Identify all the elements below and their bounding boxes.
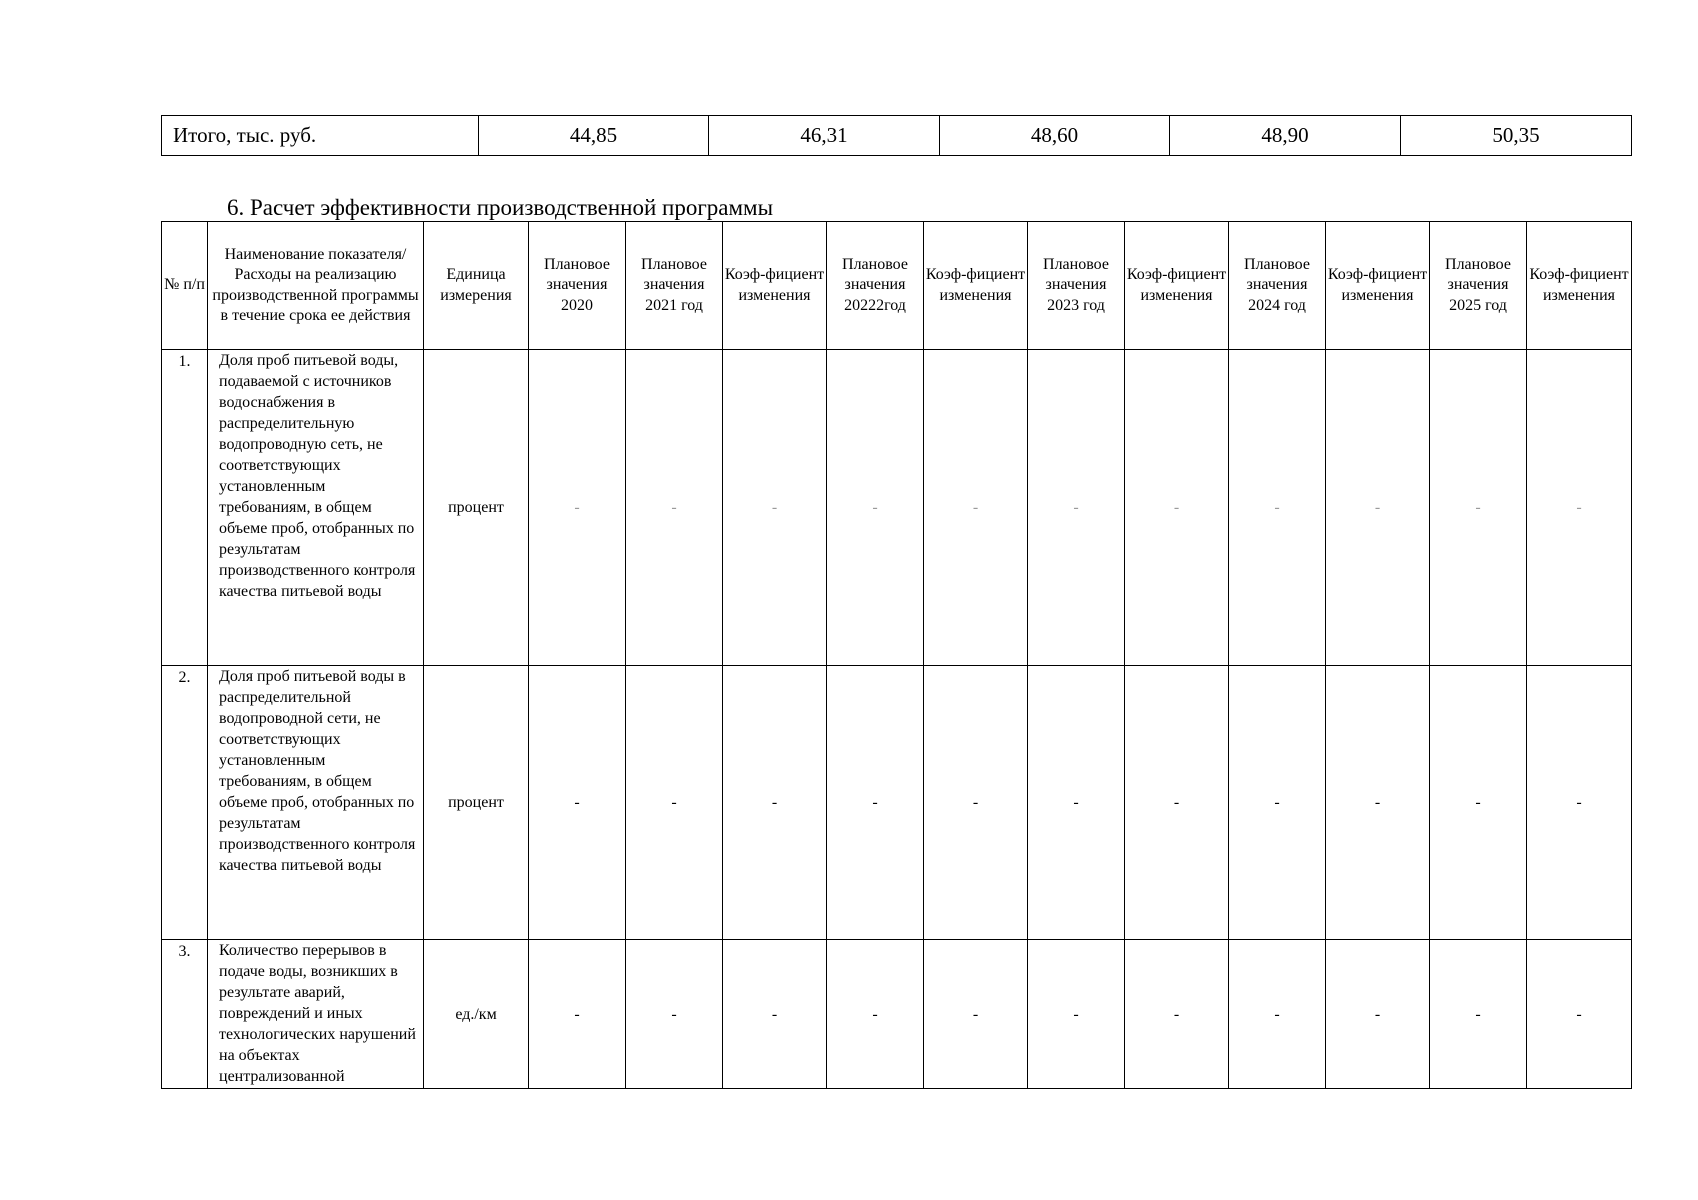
value-cell: -	[529, 940, 626, 1089]
value-cell: -	[1125, 666, 1229, 940]
value-cell: -	[1125, 350, 1229, 666]
value-cell: -	[827, 940, 924, 1089]
header-cell-plan-2021: Плановое значения 2021 год	[626, 222, 723, 350]
header-cell-plan-2022: Плановое значения 20222год	[827, 222, 924, 350]
header-cell-plan-2025: Плановое значения 2025 год	[1430, 222, 1527, 350]
value-cell: -	[529, 350, 626, 666]
unit-cell: ед./км	[424, 940, 529, 1089]
row-number: 2.	[162, 666, 208, 940]
value-cell: -	[827, 350, 924, 666]
value-cell: -	[1326, 350, 1430, 666]
header-cell-coef: Коэф-фициент изменения	[924, 222, 1028, 350]
value-cell: -	[1125, 940, 1229, 1089]
header-cell-coef: Коэф-фициент изменения	[1326, 222, 1430, 350]
header-cell-coef: Коэф-фициент изменения	[1125, 222, 1229, 350]
indicator-name: Доля проб питьевой воды, подаваемой с источников водоснабжения в распределительную водопроводную сеть, не соответствующих установленным требованиям, в общем объеме проб, отобранных по результатам производственного контроля качества питьевой воды	[208, 350, 424, 666]
totals-label: Итого, тыс. руб.	[162, 116, 479, 156]
row-number: 3.	[162, 940, 208, 1089]
totals-table	[161, 115, 1632, 156]
value-cell: -	[1430, 940, 1527, 1089]
table-row	[162, 350, 1632, 666]
section-heading: 6. Расчет эффективности производственной программы	[227, 195, 774, 220]
table-row	[162, 940, 1632, 1089]
value-cell: -	[1028, 666, 1125, 940]
value-cell: -	[723, 666, 827, 940]
indicator-name: Доля проб питьевой воды в распределительной водопроводной сети, не соответствующих установленным требованиям, в общем объеме проб, отобранных по результатам производственного контроля качества питьевой воды	[208, 666, 424, 940]
value-cell: -	[529, 666, 626, 940]
unit-cell: процент	[424, 666, 529, 940]
value-cell: -	[723, 350, 827, 666]
value-cell: -	[1028, 350, 1125, 666]
header-cell-name: Наименование показателя/Расходы на реализацию производственной программы в течение срока ее действия	[208, 222, 424, 350]
unit-cell: процент	[424, 350, 529, 666]
value-cell: -	[924, 350, 1028, 666]
value-cell: -	[1430, 666, 1527, 940]
totals-value: 50,35	[1401, 116, 1632, 156]
header-cell-unit: Единица измерения	[424, 222, 529, 350]
totals-value: 44,85	[479, 116, 709, 156]
header-cell-plan-2024: Плановое значения 2024 год	[1229, 222, 1326, 350]
value-cell: -	[1028, 940, 1125, 1089]
value-cell: -	[1527, 666, 1632, 940]
header-cell-coef: Коэф-фициент изменения	[1527, 222, 1632, 350]
indicator-name	[208, 940, 424, 1089]
value-cell: -	[924, 666, 1028, 940]
value-cell: -	[723, 940, 827, 1089]
value-cell: -	[827, 666, 924, 940]
header-cell-coef: Коэф-фициент изменения	[723, 222, 827, 350]
header-cell-plan-2023: Плановое значения 2023 год	[1028, 222, 1125, 350]
efficiency-table	[161, 221, 1632, 1089]
row-number: 1.	[162, 350, 208, 666]
value-cell: -	[1229, 940, 1326, 1089]
totals-row	[162, 116, 1632, 156]
value-cell: -	[1229, 350, 1326, 666]
value-cell: -	[924, 940, 1028, 1089]
totals-value: 46,31	[709, 116, 940, 156]
value-cell: -	[626, 666, 723, 940]
value-cell: -	[1326, 940, 1430, 1089]
totals-value: 48,90	[1170, 116, 1401, 156]
value-cell: -	[1527, 350, 1632, 666]
value-cell: -	[1527, 940, 1632, 1089]
indicator-name-text: Количество перерывов в подаче воды, возникших в результате аварий, повреждений и иных технологических нарушений на объектах централизованной	[219, 942, 416, 1085]
value-cell: -	[626, 350, 723, 666]
value-cell: -	[626, 940, 723, 1089]
totals-value: 48,60	[940, 116, 1170, 156]
header-cell-num: № п/п	[162, 222, 208, 350]
table-row	[162, 666, 1632, 940]
value-cell: -	[1430, 350, 1527, 666]
header-row	[162, 222, 1632, 350]
header-cell-plan-2020: Плановое значения 2020	[529, 222, 626, 350]
value-cell: -	[1326, 666, 1430, 940]
value-cell: -	[1229, 666, 1326, 940]
